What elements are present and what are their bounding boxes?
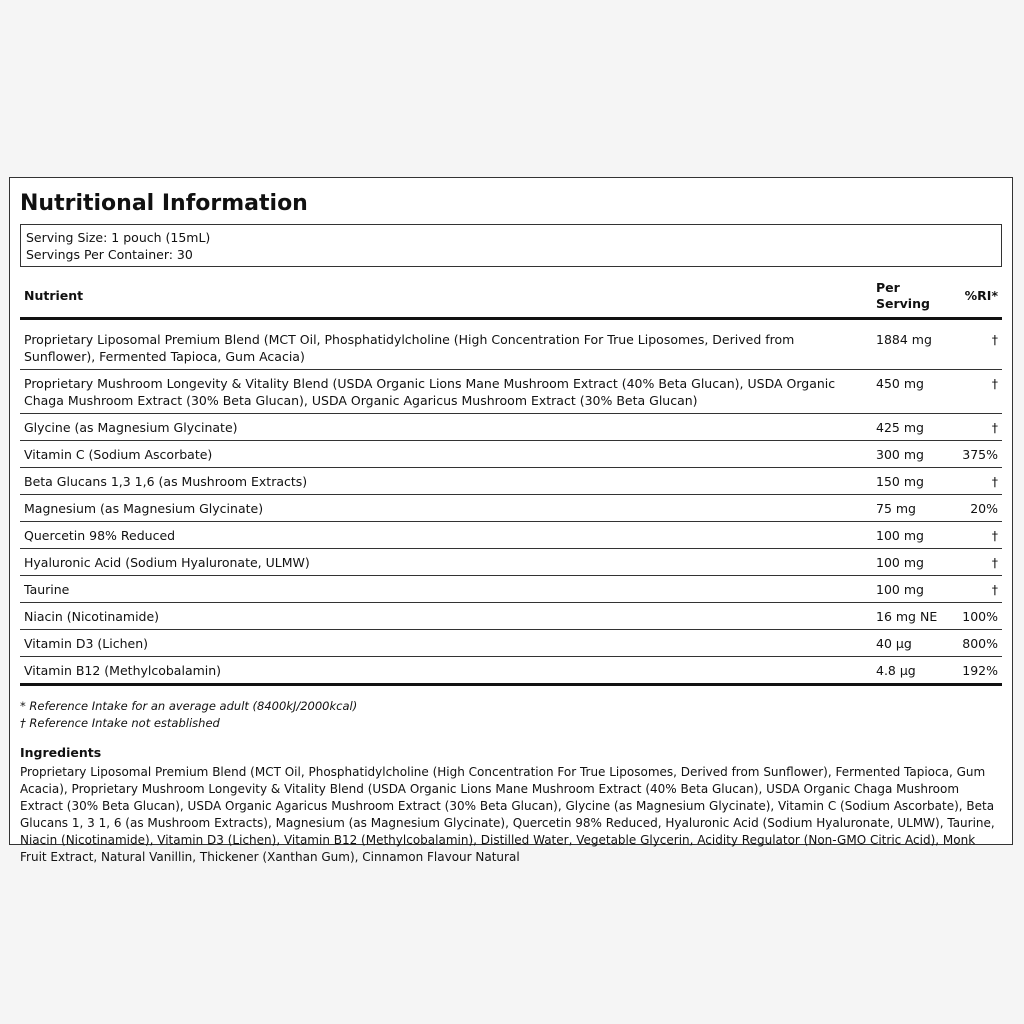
ri-cell: 800% bbox=[958, 630, 1002, 657]
ri-cell: † bbox=[958, 370, 1002, 414]
per-serving-cell: 450 mg bbox=[872, 370, 958, 414]
table-row bbox=[20, 576, 1002, 603]
table-header-row bbox=[20, 277, 1002, 319]
nutrient-name-cell: Vitamin B12 (Methylcobalamin) bbox=[20, 657, 872, 685]
table-row bbox=[20, 657, 1002, 685]
table-row bbox=[20, 441, 1002, 468]
nutrient-name-cell: Magnesium (as Magnesium Glycinate) bbox=[20, 495, 872, 522]
nutrient-name-cell: Beta Glucans 1,3 1,6 (as Mushroom Extracts) bbox=[20, 468, 872, 495]
serving-size: Serving Size: 1 pouch (15mL) bbox=[26, 230, 211, 245]
nutrient-name-cell: Vitamin D3 (Lichen) bbox=[20, 630, 872, 657]
serving-info-box bbox=[20, 224, 1002, 267]
nutrient-table bbox=[20, 277, 1002, 686]
ri-cell: † bbox=[958, 549, 1002, 576]
nutrient-name-cell: Quercetin 98% Reduced bbox=[20, 522, 872, 549]
nutrition-panel bbox=[9, 177, 1013, 864]
nutrient-name-cell: Niacin (Nicotinamide) bbox=[20, 603, 872, 630]
table-row bbox=[20, 522, 1002, 549]
per-serving-column-header: Per Serving bbox=[872, 277, 958, 319]
nutrient-name-cell: Glycine (as Magnesium Glycinate) bbox=[20, 414, 872, 441]
per-serving-cell: 4.8 µg bbox=[872, 657, 958, 685]
per-serving-cell: 300 mg bbox=[872, 441, 958, 468]
per-serving-cell: 100 mg bbox=[872, 522, 958, 549]
ri-cell: 20% bbox=[958, 495, 1002, 522]
table-row bbox=[20, 414, 1002, 441]
nutrient-name-cell: Proprietary Mushroom Longevity & Vitality Blend (USDA Organic Lions Mane Mushroom Extract (40% Beta Glucan), USDA Organic Chaga Mushroom Extract (30% Beta Glucan), USDA Organic Agaricus Mushroom Extract (30% Beta Glucan) bbox=[20, 370, 872, 414]
ri-cell: † bbox=[958, 576, 1002, 603]
ri-cell: 100% bbox=[958, 603, 1002, 630]
table-row bbox=[20, 468, 1002, 495]
table-row bbox=[20, 319, 1002, 370]
ri-cell: 375% bbox=[958, 441, 1002, 468]
ri-cell: † bbox=[958, 468, 1002, 495]
per-serving-cell: 100 mg bbox=[872, 576, 958, 603]
nutrient-name-cell: Proprietary Liposomal Premium Blend (MCT Oil, Phosphatidylcholine (High Concentration For True Liposomes, Derived from Sunflower), Fermented Tapioca, Gum Acacia) bbox=[20, 319, 872, 370]
servings-per-container: Servings Per Container: 30 bbox=[26, 247, 193, 262]
nutrient-column-header: Nutrient bbox=[20, 277, 872, 319]
per-serving-cell: 16 mg NE bbox=[872, 603, 958, 630]
table-row bbox=[20, 495, 1002, 522]
table-row bbox=[20, 603, 1002, 630]
per-serving-cell: 75 mg bbox=[872, 495, 958, 522]
per-serving-cell: 1884 mg bbox=[872, 319, 958, 370]
ri-footnote: * Reference Intake for an average adult (8400kJ/2000kcal) bbox=[20, 699, 358, 713]
footnotes bbox=[20, 698, 1002, 732]
nutrient-name-cell: Vitamin C (Sodium Ascorbate) bbox=[20, 441, 872, 468]
table-row bbox=[20, 630, 1002, 657]
ri-cell: † bbox=[958, 522, 1002, 549]
ri-cell: 192% bbox=[958, 657, 1002, 685]
table-row bbox=[20, 370, 1002, 414]
nutrient-name-cell: Taurine bbox=[20, 576, 872, 603]
per-serving-cell: 40 µg bbox=[872, 630, 958, 657]
per-serving-cell: 425 mg bbox=[872, 414, 958, 441]
per-serving-cell: 100 mg bbox=[872, 549, 958, 576]
page-title: Nutritional Information bbox=[20, 191, 308, 216]
ri-cell: † bbox=[958, 319, 1002, 370]
nutrient-name-cell: Hyaluronic Acid (Sodium Hyaluronate, ULMW) bbox=[20, 549, 872, 576]
dagger-footnote: † Reference Intake not established bbox=[20, 716, 220, 730]
ingredients-heading: Ingredients bbox=[20, 745, 102, 760]
per-serving-cell: 150 mg bbox=[872, 468, 958, 495]
nutrient-table-body bbox=[20, 319, 1002, 685]
ingredients-text: Proprietary Liposomal Premium Blend (MCT Oil, Phosphatidylcholine (High Concentration For True Liposomes, Derived from Sunflower), Fermented Tapioca, Gum Acacia), Proprietary Mushroom Longevity & Vitality Blend (USDA Organic Lions Mane Mushroom Extract (40% Beta Glucan), USDA Organic Chaga Mushroom Extract (30% Beta Glucan), USDA Organic Agaricus Mushroom Extract (30% Beta Glucan), Glycine (as Magnesium Glycinate), Vitamin C (Sodium Ascorbate), Beta Glucans 1, 3 1, 6 (as Mushroom Extracts), Magnesium (as Magnesium Glycinate), Quercetin 98% Reduced, Hyaluronic Acid (Sodium Hyaluronate, ULMW), Taurine, Niacin (Nicotinamide), Vitamin D3 (Lichen), Vitamin B12 (Methylcobalamin), Distilled Water, Vegetable Glycerin, Acidity Regulator (Non-GMO Citric Acid), Monk Fruit Extract, Natural Vanillin, Thickener (Xanthan Gum), Cinnamon Flavour Natural bbox=[20, 765, 995, 864]
table-row bbox=[20, 549, 1002, 576]
ri-column-header: %RI* bbox=[958, 277, 1002, 319]
ri-cell: † bbox=[958, 414, 1002, 441]
